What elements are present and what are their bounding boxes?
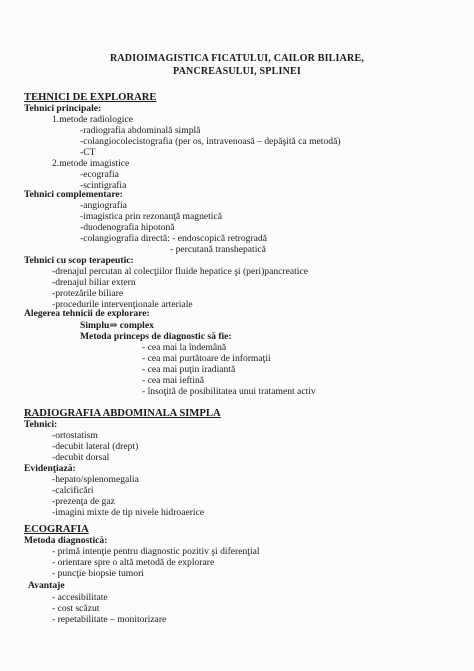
list-item: -scintigrafia [80, 180, 127, 191]
list-item: - percutană transhepatică [170, 244, 266, 255]
list-item: - cea mai puţin iradiantă [142, 364, 236, 375]
subheading-alegerea-tehnicii: Alegerea tehnicii de explorare: [24, 308, 150, 319]
document-title-line2: PANCREASULUI, SPLINEI [173, 66, 301, 77]
section-heading-tehnici: TEHNICI DE EXPLORARE [24, 92, 157, 103]
list-item: -decubit dorsal [52, 452, 110, 463]
list-item: -calcificări [52, 485, 94, 496]
list-item: -prezenţa de gaz [52, 496, 115, 507]
subheading-tehnici-complementare: Tehnici complementare: [24, 189, 123, 200]
list-item: -hepato/splenomegalia [52, 474, 139, 485]
subheading-avantaje: Avantaje [28, 580, 65, 591]
list-item: -decubit lateral (drept) [52, 441, 139, 452]
list-item: - puncţie biopsie tumori [52, 568, 144, 579]
simplu-complex-text: Simplu⇒ complex [80, 320, 154, 331]
subheading-metoda-princeps: Metoda princeps de diagnostic să fie: [80, 331, 232, 342]
subheading-tehnici-principale: Tehnici principale: [24, 103, 102, 114]
list-item: -procedurile intervenţionale arteriale [52, 299, 193, 310]
subheading-metoda-diagnostica: Metoda diagnostică: [24, 535, 108, 546]
list-item: -angiografia [80, 200, 127, 211]
list-item: - cea mai ieftină [142, 375, 205, 386]
list-item: 2.metode imagistice [52, 158, 130, 169]
list-item: 1.metode radiologice [52, 114, 133, 125]
section-heading-ecografia: ECOGRAFIA [24, 524, 89, 535]
list-item: - cost scăzut [52, 603, 100, 614]
list-item: - repetabilitate – monitorizare [52, 614, 167, 625]
list-item: -ecografia [80, 169, 119, 180]
list-item: - primă intenţie pentru diagnostic pozitiv şi diferenţial [52, 546, 260, 557]
list-item: -colangiografia directă: - endoscopică retrogradă [80, 233, 267, 244]
subheading-tehnici: Tehnici: [24, 419, 58, 430]
list-item: -protezările biliare [52, 288, 124, 299]
list-item: -drenajul percutan al colecţiilor fluide hepatice şi (peri)pancreatice [52, 266, 308, 277]
list-item: - cea mai la îndemână [142, 342, 227, 353]
list-item: - cea mai purtătoare de informaţii [142, 353, 271, 364]
list-item: -duodenografia hipotonă [80, 222, 175, 233]
list-item: -imagini mixte de tip nivele hidroaerice [52, 507, 205, 518]
document-title-line1: RADIOIMAGISTICA FICATULUI, CAILOR BILIARE, [109, 53, 365, 64]
list-item: - accesibilitate [52, 592, 108, 603]
list-item: -radiografia abdominală simplă [80, 125, 201, 136]
subheading-tehnici-terapeutic: Tehnici cu scop terapeutic: [24, 255, 134, 266]
subheading-evidentiaza: Evidenţiază: [24, 463, 76, 474]
list-item: -colangiocolecistografia (per os, intravenoasă – depăşită ca metodă) [80, 136, 341, 147]
list-item: -drenajul biliar extern [52, 277, 136, 288]
list-item: -imagistica prin rezonanţă magnetică [80, 211, 222, 222]
list-item: - însoţită de posibilitatea unui tratament activ [142, 386, 316, 397]
section-heading-radiografia: RADIOGRAFIA ABDOMINALA SIMPLA [24, 408, 221, 419]
list-item: -ortostatism [52, 430, 98, 441]
list-item: - orientare spre o altă metodă de explorare [52, 557, 215, 568]
list-item: -CT [80, 147, 96, 158]
